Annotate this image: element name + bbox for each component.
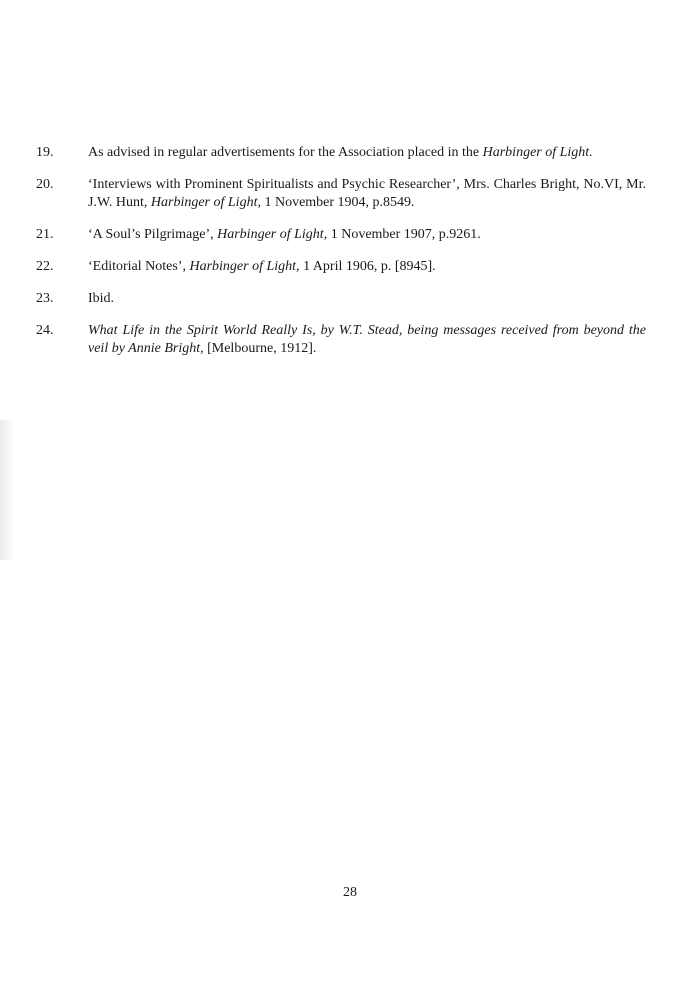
periodical-title: Harbinger of Light, [189,259,300,274]
periodical-title: Harbinger of Light. [482,145,593,160]
endnote-text [88,226,646,244]
endnote-20 [36,176,646,212]
endnote-23 [36,290,646,308]
endnote-text-part: 1 November 1904, p.8549. [260,195,415,210]
scan-edge-shadow [0,420,14,560]
endnote-number: 22. [36,259,54,274]
periodical-title: Harbinger of Light, [150,195,261,210]
endnote-22 [36,258,646,276]
endnote-21 [36,226,646,244]
endnote-text [88,322,646,358]
endnote-text-part: As advised in regular advertisements for the Association placed in the [88,145,483,160]
endnote-text-part: [Melbourne, 1912]. [203,341,317,356]
endnote-text [88,144,646,162]
endnote-text-part: ‘A Soul’s Pilgrimage’, [88,227,218,242]
endnotes-list [36,144,646,358]
endnote-number: 21. [36,227,54,242]
endnote-text-part: Ibid. [88,291,115,306]
periodical-title: Harbinger of Light, [217,227,328,242]
endnote-text-part: 1 April 1906, p. [8945]. [299,259,436,274]
endnote-text-part: 1 November 1907, p.9261. [327,227,481,242]
endnote-text [88,258,646,276]
endnote-number: 20. [36,177,54,192]
endnote-text-part: ‘Editorial Notes’, [88,259,190,274]
endnote-text [88,176,646,212]
endnote-19 [36,144,646,162]
endnote-number: 23. [36,291,54,306]
endnote-24 [36,322,646,358]
endnote-text-part: ‘Interviews with Prominent Spiritualists and Psychic Researcher’, Mrs. Charles Bright, No.VI, Mr. J.W. Hunt, [88,177,646,210]
page-number: 28 [343,885,357,900]
endnote-text [88,290,646,308]
endnote-number: 19. [36,145,54,160]
endnote-number: 24. [36,323,54,338]
book-title: What Life in the Spirit World Really Is, by W.T. Stead, being messages received from beyond the veil by Annie Bright, [88,323,646,356]
